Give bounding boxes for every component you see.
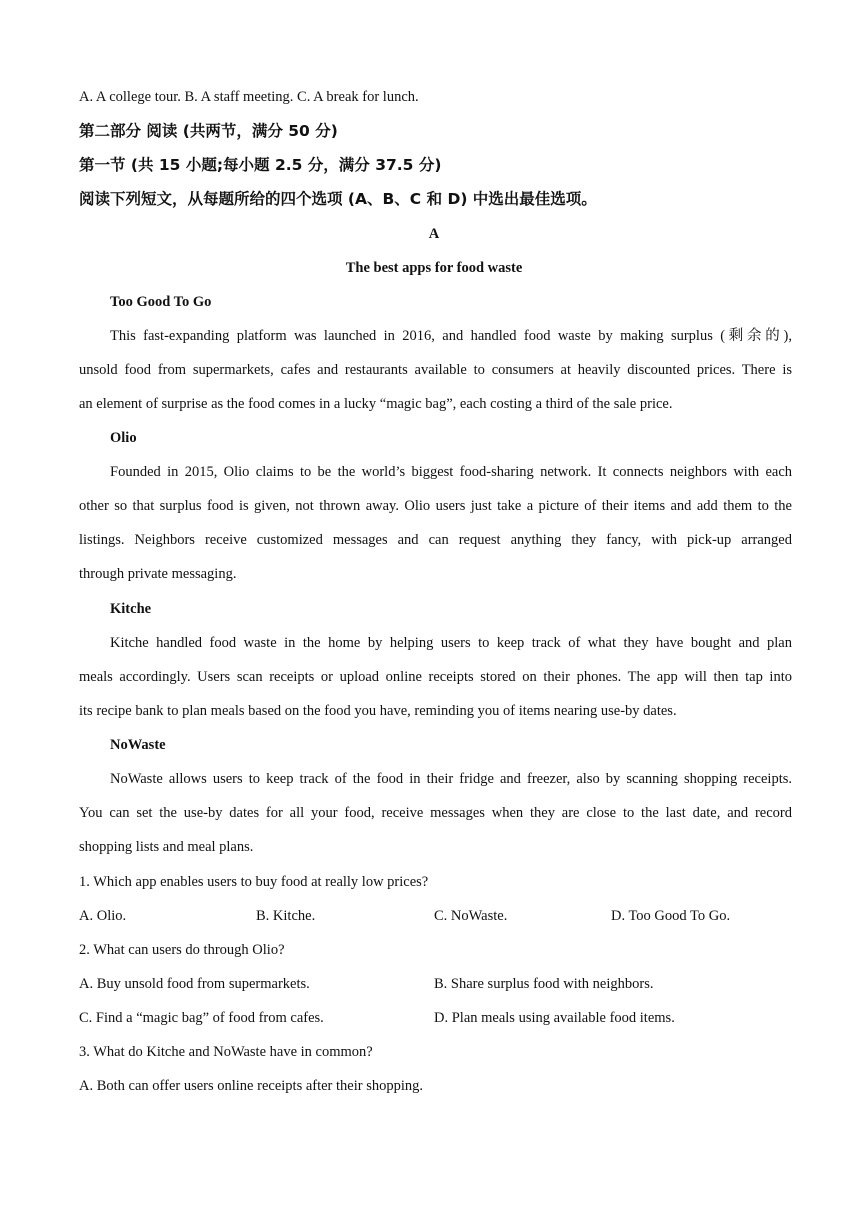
paragraph-line: You can set the use-by dates for all your food, receive messages when they are close to the last date, and record — [79, 805, 792, 821]
passage-letter: A — [428, 226, 440, 242]
question-2-option-c: C. Find a “magic bag” of food from cafes. — [79, 1010, 324, 1026]
question-3-option-a: A. Both can offer users online receipts after their shopping. — [79, 1078, 424, 1094]
question-2-option-d: D. Plan meals using available food items. — [434, 1010, 675, 1026]
passage-title: The best apps for food waste — [345, 260, 523, 276]
paragraph-line: listings. Neighbors receive customized messages and can request anything they fancy, with pick-up arranged — [79, 532, 792, 548]
paragraph-line: through private messaging. — [79, 566, 237, 582]
question-3-stem: 3. What do Kitche and NoWaste have in common? — [79, 1044, 373, 1060]
paragraph-line: Founded in 2015, Olio claims to be the world’s biggest food-sharing network. It connects neighbors with each — [110, 464, 792, 480]
question-2-option-b: B. Share surplus food with neighbors. — [434, 976, 654, 992]
subsection-title: 第一节 (共 15 小题;每小题 2.5 分，满分 37.5 分) — [79, 156, 442, 174]
paragraph-line: NoWaste allows users to keep track of the food in their fridge and freezer, also by scanning shopping receipts. — [110, 771, 792, 787]
paragraph-line: unsold food from supermarkets, cafes and restaurants available to consumers at heavily discounted prices. There is — [79, 362, 792, 378]
paragraph-line: This fast-expanding platform was launched in 2016, and handled food waste by making surplus (剩余的), — [110, 328, 792, 344]
section-title: 第二部分 阅读 (共两节，满分 50 分) — [79, 122, 338, 140]
paragraph-line: other so that surplus food is given, not thrown away. Olio users just take a picture of their items and add them to the — [79, 498, 792, 514]
paragraph-line: its recipe bank to plan meals based on the food you have, reminding you of items nearing use-by dates. — [79, 703, 677, 719]
question-1-option-a: A. Olio. — [79, 908, 127, 924]
paragraph-line: Kitche handled food waste in the home by helping users to keep track of what they have bought and plan — [110, 635, 792, 651]
app-heading-kitche: Kitche — [110, 601, 152, 617]
question-2-option-a: A. Buy unsold food from supermarkets. — [79, 976, 310, 992]
question-1-option-b: B. Kitche. — [256, 908, 316, 924]
question-1-stem: 1. Which app enables users to buy food at really low prices? — [79, 874, 429, 890]
question-1-option-d: D. Too Good To Go. — [611, 908, 731, 924]
paragraph-line: an element of surprise as the food comes in a lucky “magic bag”, each costing a third of the sale price. — [79, 396, 673, 412]
paragraph-line: shopping lists and meal plans. — [79, 839, 254, 855]
previous-question-options: A. A college tour. B. A staff meeting. C. A break for lunch. — [79, 89, 419, 105]
app-heading-olio: Olio — [110, 430, 137, 446]
app-heading-nowaste: NoWaste — [110, 737, 166, 753]
instruction: 阅读下列短文，从每题所给的四个选项 (A、B、C 和 D) 中选出最佳选项。 — [79, 190, 597, 208]
question-1-option-c: C. NoWaste. — [434, 908, 508, 924]
app-heading-too-good-to-go: Too Good To Go — [110, 294, 212, 310]
paragraph-line: meals accordingly. Users scan receipts or upload online receipts stored on their phones. The app will then tap into — [79, 669, 792, 685]
question-2-stem: 2. What can users do through Olio? — [79, 942, 285, 958]
